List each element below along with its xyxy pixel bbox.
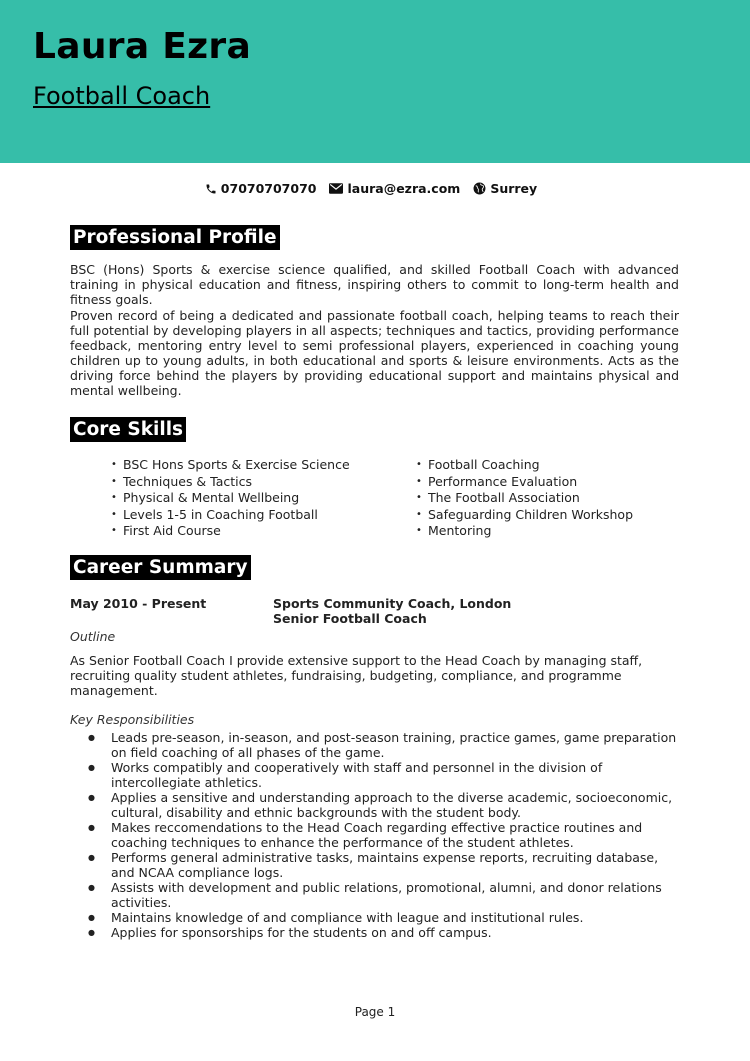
skill-item: • Physical & Mental Wellbeing [111,490,350,507]
key-responsibilities-label: Key Responsibilities [70,712,195,727]
globe-icon [473,182,486,195]
job-position: Senior Football Coach [273,611,427,626]
core-skills-heading: Core Skills [70,417,186,442]
job-outline: As Senior Football Coach I provide extensive support to the Head Coach by managing staff, recruiting quality student athletes, fundraising, budgeting, compliance, and programme management. [70,653,643,698]
contact-email [329,181,460,196]
phone-icon [205,183,217,195]
phone-number: 07070707070 [220,181,317,196]
envelope-icon [329,183,343,194]
job-heading [273,596,511,626]
contact-location [473,181,537,196]
responsibility-item: ● Makes reccomendations to the Head Coach regarding effective practice routines and coaching techniques to enhance the performance of the student athletes. [70,820,682,850]
job-employer: Sports Community Coach, London [273,596,512,611]
professional-profile-heading: Professional Profile [70,225,280,250]
skills-list-right [416,457,633,540]
skill-item: • Techniques & Tactics [111,474,350,491]
responsibility-item: ● Applies for sponsorships for the students on and off campus. [70,925,682,940]
responsibilities-list [70,730,682,940]
skill-item: • The Football Association [416,490,633,507]
skill-item: • Football Coaching [416,457,633,474]
career-summary-heading: Career Summary [70,555,251,580]
skill-item: • Performance Evaluation [416,474,633,491]
location-text: Surrey [490,181,538,196]
job-dates: May 2010 - Present [70,596,207,611]
skill-item: • First Aid Course [111,523,350,540]
responsibility-item: ● Works compatibly and cooperatively with staff and personnel in the division of intercollegiate athletics. [70,760,682,790]
candidate-name: Laura Ezra [33,26,252,67]
job-role-title: Football Coach [33,82,211,110]
email-address: laura@ezra.com [347,181,461,196]
skills-list-left [111,457,350,540]
profile-paragraph-1: BSC (Hons) Sports & exercise science qualified, and skilled Football Coach with advanced training in physical education and fitness, inspiring others to commit to long-term health and fitness goals. [70,262,679,307]
profile-paragraph-2: Proven record of being a dedicated and passionate football coach, helping teams to reach their full potential by developing players in all aspects; techniques and tactics, providing performance feedback, mentoring entry level to semi professional players, experienced in coaching young children up to young adults, in both educational and sports & leisure environments. Acts as the driving force behind the players by providing educational support and maintains physical and mental wellbeing. [70,308,679,398]
outline-label: Outline [70,629,116,644]
responsibility-item: ● Assists with development and public relations, promotional, alumni, and donor relations activities. [70,880,682,910]
skill-item: • Mentoring [416,523,633,540]
responsibility-item: ● Maintains knowledge of and compliance with league and institutional rules. [70,910,682,925]
header-banner [0,0,750,163]
skill-item: • Safeguarding Children Workshop [416,507,633,524]
contact-bar [0,181,742,196]
responsibility-item: ● Leads pre-season, in-season, and post-season training, practice games, game preparation on field coaching of all phases of the game. [70,730,682,760]
skill-item: • Levels 1-5 in Coaching Football [111,507,350,524]
contact-phone [205,181,317,196]
page-number: Page 1 [354,1005,396,1019]
responsibility-item: ● Applies a sensitive and understanding approach to the diverse academic, socioeconomic, cultural, disability and ethnic backgrounds with the student body. [70,790,682,820]
responsibility-item: ● Performs general administrative tasks, maintains expense reports, recruiting database, and NCAA compliance logs. [70,850,682,880]
skill-item: • BSC Hons Sports & Exercise Science [111,457,350,474]
